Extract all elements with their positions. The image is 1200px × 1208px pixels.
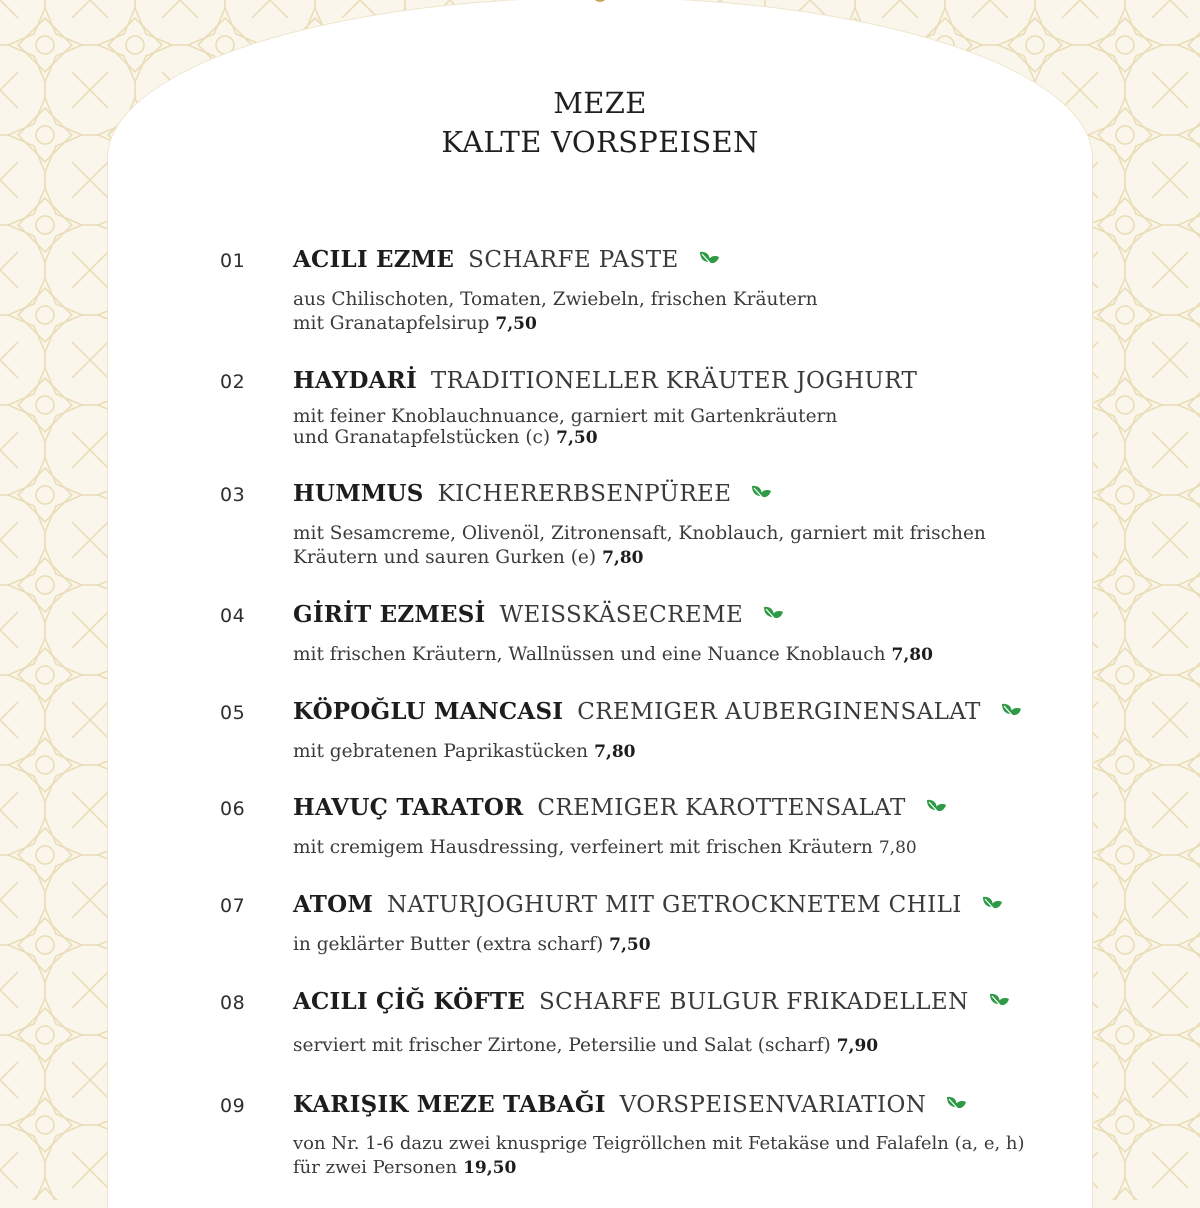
item-price: 7,80 [878,838,917,858]
item-heading [293,246,721,274]
item-heading [293,794,948,822]
item-heading [293,1091,968,1119]
leaf-icon [999,700,1023,722]
item-description: mit cremigem Hausdressing, verfeinert mit frischen Kräutern 7,80 [293,837,917,858]
item-heading [293,480,773,508]
item-number: 08 [220,992,246,1014]
item-price: 19,50 [463,1158,517,1178]
leaf-icon [697,248,721,270]
item-name: ACILI ÇİĞ KÖFTE [293,988,525,1015]
item-number: 03 [220,484,246,506]
item-price: 7,90 [836,1036,879,1056]
item-subtitle: TRADITIONELLER KRÄUTER JOGHURT [430,368,918,394]
item-heading [293,891,1004,919]
item-number: 05 [220,702,246,724]
item-heading [293,988,1011,1016]
item-name: ATOM [293,891,373,918]
item-number: 07 [220,895,246,917]
item-description: mit feiner Knoblauchnuance, garniert mit Gartenkräutern und Granatapfelstücken (c) 7,50 [293,406,838,448]
item-heading [293,698,1023,726]
item-number: 01 [220,250,246,272]
item-subtitle: WEISSKÄSECREME [499,602,744,628]
item-name: GİRİT EZMESİ [293,601,486,628]
item-price: 7,80 [891,645,933,665]
item-price: 7,50 [609,935,651,955]
page-title: MEZE [553,86,647,120]
item-name: KARIŞIK MEZE TABAĞI [293,1091,606,1118]
item-heading [293,601,785,629]
item-name: HAYDARİ [293,367,417,394]
item-name: HUMMUS [293,480,424,507]
item-name: KÖPOĞLU MANCASI [293,698,564,725]
item-name: HAVUÇ TARATOR [293,794,524,821]
item-description: mit frischen Kräutern, Wallnüssen und eine Nuance Knoblauch 7,80 [293,644,933,665]
item-subtitle: NATURJOGHURT MIT GETROCKNETEM CHILI [387,892,962,918]
item-description: in geklärter Butter (extra scharf) 7,50 [293,934,651,955]
ornament-icon [588,0,612,10]
leaf-icon [749,482,773,504]
page-subtitle: KALTE VORSPEISEN [441,125,759,159]
item-description: mit gebratenen Paprikastücken 7,80 [293,741,636,762]
item-subtitle: CREMIGER KAROTTENSALAT [537,795,906,821]
item-description: mit Sesamcreme, Olivenöl, Zitronensaft, Knoblauch, garniert mit frischen Kräutern und sauren Gurken (e) 7,80 [293,523,986,568]
item-price: 7,80 [602,548,644,568]
item-number: 02 [220,371,246,393]
item-subtitle: CREMIGER AUBERGINENSALAT [577,699,981,725]
leaf-icon [980,893,1004,915]
item-number: 09 [220,1095,246,1117]
item-subtitle: SCHARFE BULGUR FRIKADELLEN [538,989,969,1015]
item-subtitle: KICHERERBSENPÜREE [437,481,732,507]
item-price: 7,50 [556,428,598,448]
item-heading [293,367,917,395]
item-description: von Nr. 1-6 dazu zwei knusprige Teigröllchen mit Fetakäse und Falafeln (a, e, h) für zwei Personen 19,50 [293,1133,1025,1178]
item-price: 7,50 [495,314,537,334]
leaf-icon [944,1093,968,1115]
item-subtitle: VORSPEISENVARIATION [619,1092,927,1118]
item-price: 7,80 [594,742,636,762]
item-description: serviert mit frischer Zirtone, Petersilie und Salat (scharf) 7,90 [293,1035,879,1056]
item-description: aus Chilischoten, Tomaten, Zwiebeln, frischen Kräutern mit Granatapfelsirup 7,50 [293,289,818,334]
leaf-icon [761,603,785,625]
leaf-icon [987,990,1011,1012]
item-number: 06 [220,798,246,820]
item-name: ACILI EZME [293,246,455,273]
item-number: 04 [220,605,246,627]
leaf-icon [924,796,948,818]
item-subtitle: SCHARFE PASTE [468,247,679,273]
